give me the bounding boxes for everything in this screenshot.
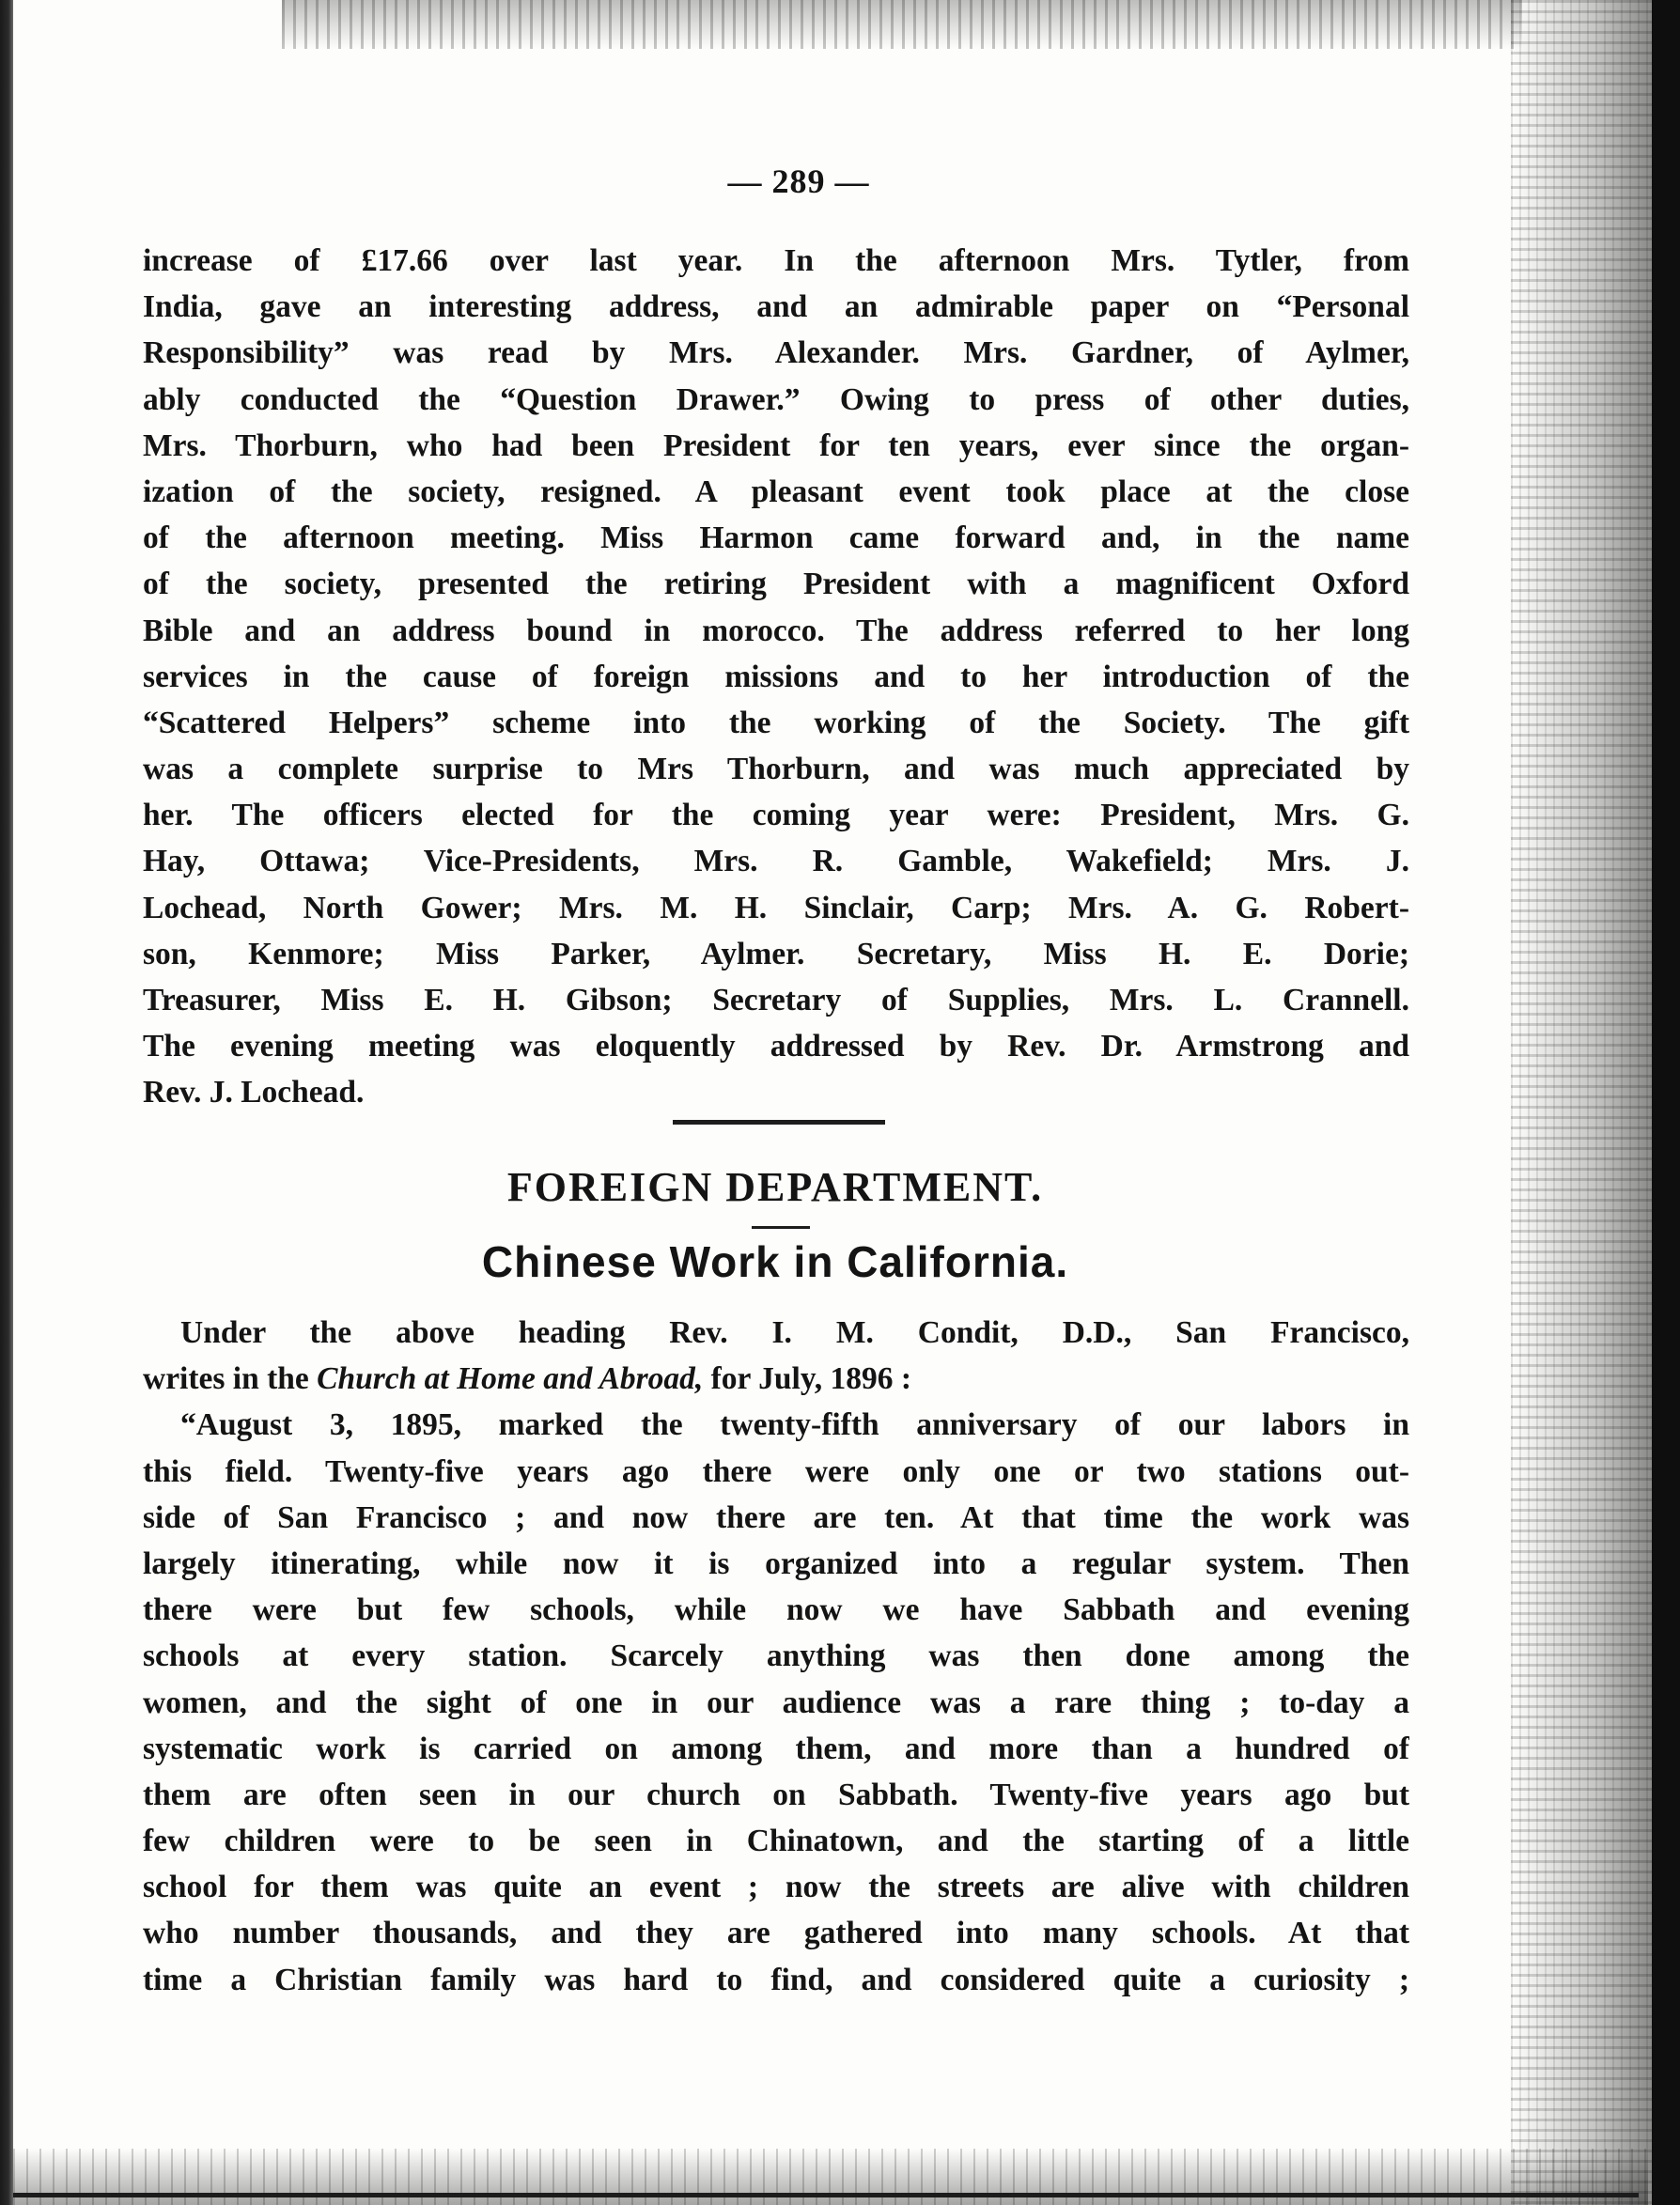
text-line: time a Christian family was hard to find, and considered quite a curiosity ; (143, 1962, 1409, 1997)
scan-top-noise (282, 0, 1522, 49)
text-line: who number thousands, and they are gathered into many schools. At that (143, 1916, 1409, 1951)
text-line: school for them was quite an event ; now the streets are alive with children (143, 1870, 1409, 1905)
heading-short-rule (752, 1226, 810, 1229)
paragraph-annual-meeting (143, 238, 1409, 1116)
scan-left-edge (0, 0, 13, 2205)
text-line: of the society, presented the retiring President with a magnificent Oxford (143, 567, 1409, 602)
text-line-citation (143, 1356, 1409, 1402)
text-line: systematic work is carried on among them, and more than a hundred of (143, 1731, 1409, 1766)
text-line: largely itinerating, while now it is organized into a regular system. Then (143, 1545, 1409, 1581)
text-line: women, and the sight of one in our audience was a rare thing ; to-day a (143, 1685, 1409, 1720)
text-line: The evening meeting was eloquently addressed by Rev. Dr. Armstrong and (143, 1029, 1409, 1064)
text-line: her. The officers elected for the coming year were: President, Mrs. G. (143, 798, 1409, 833)
text-line: side of San Francisco ; and now there are ten. At that time the work was (143, 1499, 1409, 1535)
paragraph-chinese-work (143, 1310, 1409, 2003)
scan-right-noise (1511, 0, 1652, 2205)
text-line: ization of the society, resigned. A pleasant event took place at the close (143, 474, 1409, 509)
text-line: there were but few schools, while now we have Sabbath and evening (143, 1592, 1409, 1628)
text-line: Bible and an address bound in morocco. The address referred to her long (143, 613, 1409, 648)
text-line: Under the above heading Rev. I. M. Condit, D.D., San Francisco, (180, 1315, 1409, 1350)
text-line: Rev. J. Lochead. (143, 1075, 365, 1110)
citation-prefix: writes in the (143, 1361, 318, 1397)
page-number: — 289 — (727, 163, 870, 200)
text-line: services in the cause of foreign missions and to her introduction of the (143, 659, 1409, 694)
text-line: ably conducted the “Question Drawer.” Owing to press of other duties, (143, 381, 1409, 417)
text-line: Responsibility” was read by Mrs. Alexander. Mrs. Gardner, of Aylmer, (143, 335, 1409, 371)
text-line: schools at every station. Scarcely anything was then done among the (143, 1638, 1409, 1674)
text-line: “Scattered Helpers” scheme into the working of the Society. The gift (143, 705, 1409, 740)
scan-right-edge (1652, 0, 1680, 2205)
text-line: few children were to be seen in Chinatown, and the starting of a little (143, 1824, 1409, 1859)
text-line: Mrs. Thorburn, who had been President for ten years, ever since the organ- (143, 427, 1409, 463)
text-line: India, gave an interesting address, and an admirable paper on “Personal (143, 289, 1409, 325)
text-line: them are often seen in our church on Sabbath. Twenty-five years ago but (143, 1777, 1409, 1812)
publication-title: Church at Home and Abroad, (317, 1361, 704, 1397)
citation-suffix: for July, 1896 : (703, 1361, 912, 1397)
article-title: Chinese Work in California. (481, 1237, 1069, 1286)
text-line: increase of £17.66 over last year. In the afternoon Mrs. Tytler, from (143, 243, 1409, 278)
text-line: “August 3, 1895, marked the twenty-fifth anniversary of our labors in (180, 1407, 1409, 1443)
text-line: was a complete surprise to Mrs Thorburn, and was much appreciated by (143, 752, 1409, 787)
section-heading: FOREIGN DEPARTMENT. (506, 1164, 1044, 1210)
scan-bottom-border (13, 2193, 1639, 2197)
section-divider-rule (673, 1120, 885, 1125)
text-line: Lochead, North Gower; Mrs. M. H. Sinclair, Carp; Mrs. A. G. Robert- (143, 890, 1409, 925)
text-line: Hay, Ottawa; Vice-Presidents, Mrs. R. Gamble, Wakefield; Mrs. J. (143, 844, 1409, 879)
text-line: of the afternoon meeting. Miss Harmon came forward and, in the name (143, 520, 1409, 556)
text-line: Treasurer, Miss E. H. Gibson; Secretary of Supplies, Mrs. L. Crannell. (143, 983, 1409, 1017)
text-line: this field. Twenty-five years ago there were only one or two stations out- (143, 1453, 1409, 1489)
text-line: son, Kenmore; Miss Parker, Aylmer. Secretary, Miss H. E. Dorie; (143, 936, 1409, 971)
